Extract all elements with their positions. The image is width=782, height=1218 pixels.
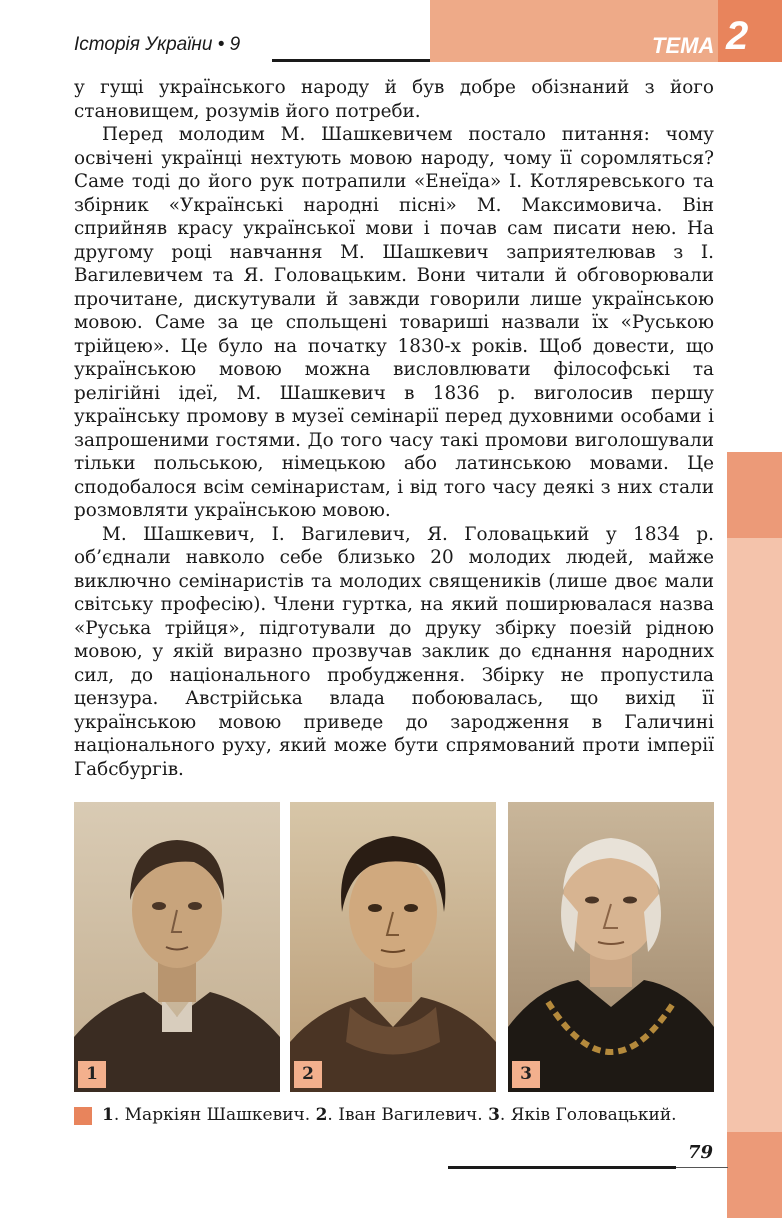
portrait-number: 2 (294, 1061, 322, 1088)
book-title: Історія України • 9 (74, 34, 241, 55)
portrait-number: 3 (512, 1061, 540, 1088)
paragraph: у гущі українського народу й був добре обізнаний з його становищем, розумів його потреби. (74, 77, 714, 122)
page-number: 79 (688, 1142, 714, 1163)
caption-number: 2 (315, 1105, 328, 1125)
paragraph: М. Шашкевич, І. Вагилевич, Я. Головацький у 1834 р. об’єднали навколо себе близько 20 молодих людей, майже виключно семінаристів та молодих священиків (лише двоє мали світську професію). Члени гуртка, на який поширювалася назва «Руська трійця», підготували до друку збірку поезій рідною мовою, у якій виразно прозвучав заклик до єднання народних сил, до національного пробудження. Збірку не пропустила цензура. Австрійська влада побоювалась, що вихід її українською мовою приведе до зародження в Галичині національного руху, який може бути спрямований проти імперії Габсбургів. (74, 523, 714, 780)
caption-text: . Іван Вагилевич. (327, 1105, 489, 1125)
portrait-image (290, 802, 496, 1092)
portrait-holovatskyi (508, 802, 714, 1092)
side-tab-bottom (727, 1132, 782, 1218)
main-text (74, 76, 714, 781)
caption-marker (74, 1107, 92, 1125)
caption-number: 3 (488, 1105, 500, 1125)
caption-text: . Маркіян Шашкевич. (113, 1105, 316, 1125)
portrait-vahylevych (290, 802, 496, 1092)
portrait-image (74, 802, 280, 1092)
figure-caption (102, 1105, 677, 1125)
portrait-shashkevych (74, 802, 280, 1092)
section-number: 2 (726, 14, 749, 58)
footer-rule (448, 1166, 676, 1169)
header-rule (272, 59, 432, 62)
portrait-number: 1 (78, 1061, 106, 1088)
caption-number: 1 (102, 1105, 114, 1125)
side-tab-marker (727, 452, 782, 538)
paragraph: Перед молодим М. Шашкевичем постало питання: чому освічені українці нехтують мовою народу, чому її соромляться? Саме тоді до його рук потрапили «Енеїда» І. Котляревського та збірник «Українські народні пісні» М. Максимовича. Він сприйняв красу української мови і почав сам писати нею. На другому році навчання М. Шашкевич заприятелював з І. Вагилевичем та Я. Головацьким. Вони читали й обговорювали прочитане, дискутували й завжди говорили лише українською мовою. Саме за це спольщені товариші назвали їх «Руською трійцею». Це було на початку 1830-х років. Щоб довести, що українською мовою можна висловлювати філософські та релігійні ідеї, М. Шашкевич в 1836 р. виголосив першу українську промову в музеї семінарії перед духовними особами і запрошеними гостями. До того часу такі промови виголошували тільки польською, німецькою або латинською мовами. Це сподобалося всім семінаристам, і від того часу деякі з них стали розмовляти українською мовою. (74, 124, 714, 521)
portrait-image (508, 802, 714, 1092)
footer-rule-thin (676, 1167, 728, 1168)
side-tab-bar (727, 538, 782, 1132)
caption-text: . Яків Головацький. (499, 1105, 677, 1125)
section-label: ТЕМА (652, 33, 715, 58)
